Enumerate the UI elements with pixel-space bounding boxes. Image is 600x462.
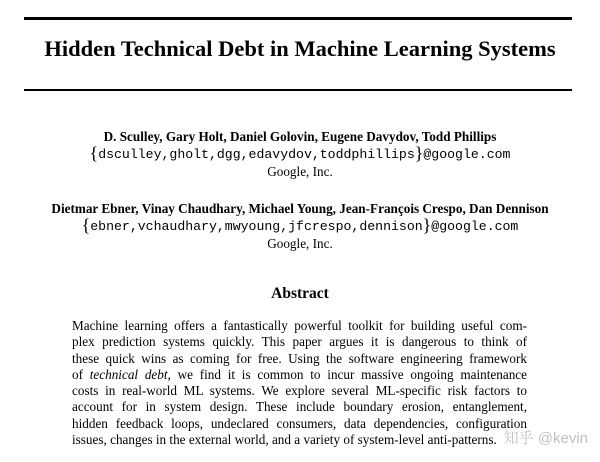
email-domain: @google.com [431, 219, 519, 234]
author-affiliation: Google, Inc. [267, 164, 333, 179]
email-close-brace: } [414, 143, 424, 163]
email-close-brace: } [422, 215, 432, 235]
author-names: Dietmar Ebner, Vinay Chaudhary, Michael Young, Jean-François Crespo, Dan Dennison [51, 201, 549, 216]
abstract-line: plex prediction systems quickly. This paper argues it is dangerous to think of [72, 334, 527, 350]
abstract-heading: Abstract [271, 285, 329, 302]
abstract-line: hidden feedback loops, undeclared consumers, data dependencies, configuration [72, 415, 527, 431]
email-ids: ebner,vchaudhary,mwyoung,jfcrespo,dennison [90, 219, 423, 234]
abstract-line: costs in real-world ML systems. We explore several ML-specific risk factors to [72, 383, 527, 399]
abstract-line: account for in system design. These include boundary erosion, entanglement, [72, 399, 527, 415]
title-bottom-rule [24, 89, 572, 91]
watermark: 知乎 @kevin [503, 430, 588, 447]
abstract-line: these quick wins as coming for free. Using the software engineering framework [72, 350, 527, 366]
abstract-line: Machine learning offers a fantastically powerful toolkit for building useful com- [72, 318, 527, 333]
email-open-brace: { [89, 143, 99, 163]
author-emails [0, 145, 600, 163]
author-block-1 [0, 128, 600, 180]
author-names: D. Sculley, Gary Holt, Daniel Golovin, Eugene Davydov, Todd Phillips [103, 129, 497, 144]
author-emails [0, 217, 600, 235]
author-affiliation: Google, Inc. [267, 236, 333, 251]
email-open-brace: { [81, 215, 91, 235]
author-block-2 [0, 200, 600, 252]
abstract-line: issues, changes in the external world, and a variety of system-level anti-patterns. [72, 432, 497, 448]
email-ids: dsculley,gholt,dgg,edavydov,toddphillips [98, 147, 415, 162]
abstract-text: of [72, 366, 90, 382]
abstract-text: , we find it is common to incur massive ongoing maintenance [167, 366, 527, 382]
abstract-body [72, 318, 527, 448]
email-domain: @google.com [423, 147, 511, 162]
abstract-line [72, 367, 527, 383]
abstract-emphasis: technical debt [89, 366, 168, 382]
title-top-rule [24, 17, 572, 20]
paper-title: Hidden Technical Debt in Machine Learning Systems [44, 36, 556, 61]
